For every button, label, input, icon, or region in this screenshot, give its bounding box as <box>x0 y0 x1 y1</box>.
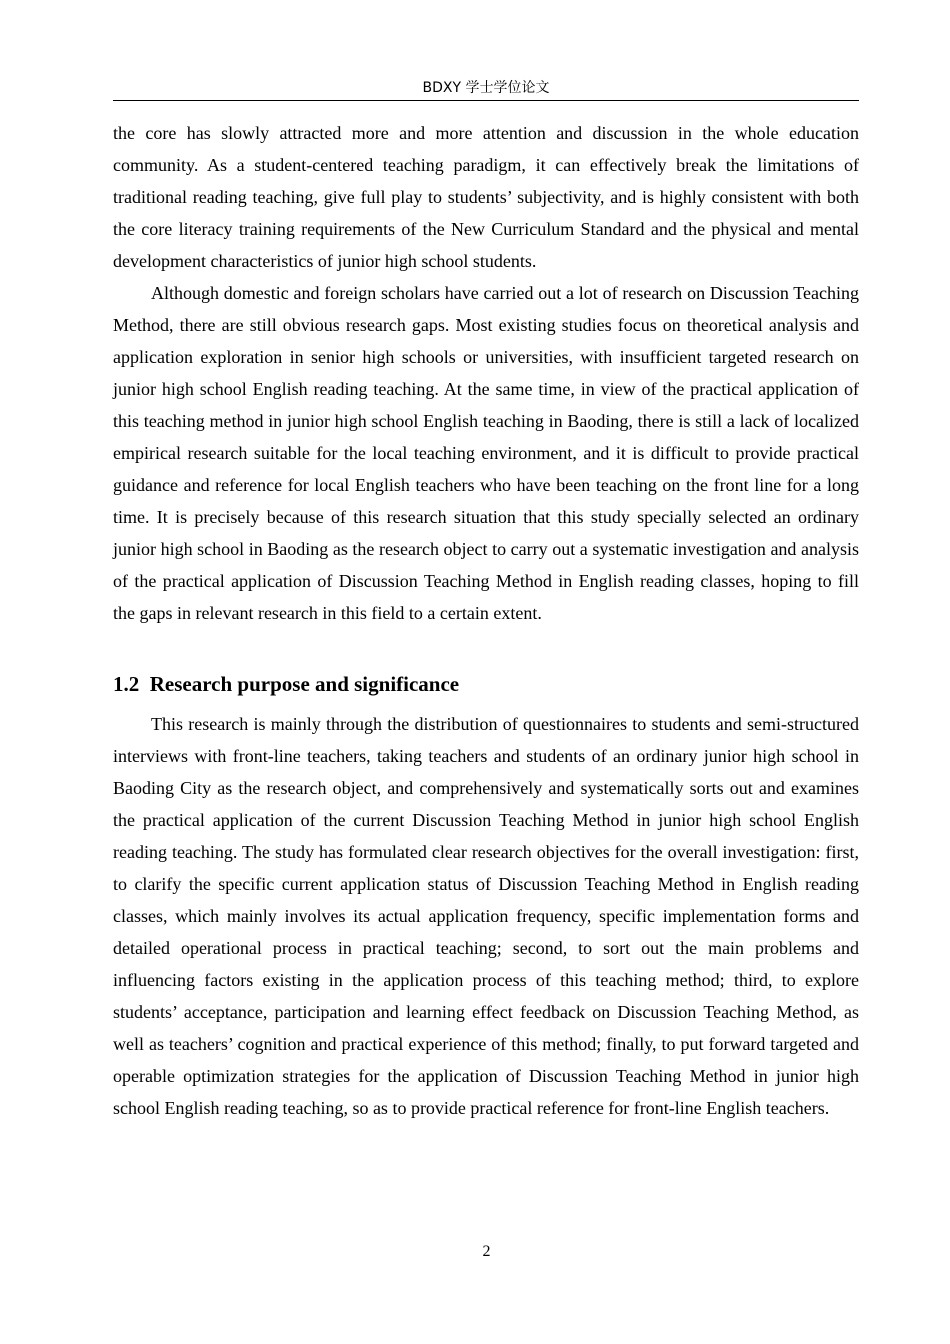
body-paragraph-research-gaps: Although domestic and foreign scholars have carried out a lot of research on Discussion Teaching Method, there are still obvious research gaps. Most existing studies focus on theoretical analysis and application exploration in senior high schools or universities, with insufficient targeted research on junior high school English reading teaching. At the same time, in view of the practical application of this teaching method in junior high school English teaching in Baoding, there is still a lack of localized empirical research suitable for the local teaching environment, and it is difficult to provide practical guidance and reference for local English teachers who have been teaching on the front line for a long time. It is precisely because of this research situation that this study specially selected an ordinary junior high school in Baoding as the research object to carry out a systematic investigation and analysis of the practical application of Discussion Teaching Method in English reading classes, hoping to fill the gaps in relevant research in this field to a certain extent. <box>113 283 859 623</box>
section-paragraph-purpose: This research is mainly through the distribution of questionnaires to students and semi-structured interviews with front-line teachers, taking teachers and students of an ordinary junior high school in Baoding City as the research object, and comprehensively and systematically sorts out and examines the practical application of the current Discussion Teaching Method in junior high school English reading teaching. The study has formulated clear research objectives for the overall investigation: first, to clarify the specific current application status of Discussion Teaching Method in English reading classes, which mainly involves its actual application frequency, specific implementation forms and detailed operational process in practical teaching; second, to sort out the main problems and influencing factors existing in the application process of this teaching method; third, to explore students’ acceptance, participation and learning effect feedback on Discussion Teaching Method, as well as teachers’ cognition and practical experience of this method; finally, to put forward targeted and operable optimization strategies for the application of Discussion Teaching Method in junior high school English reading teaching, so as to provide practical reference for front-line English teachers. <box>113 714 859 1118</box>
section-heading: 1.2 Research purpose and significance <box>113 672 460 696</box>
body-paragraph-continued: the core has slowly attracted more and more attention and discussion in the whole education community. As a student-centered teaching paradigm, it can effectively break the limitations of traditional reading teaching, give full play to students’ subjectivity, and is highly consistent with both the core literacy training requirements of the New Curriculum Standard and the physical and mental development characteristics of junior high school students. <box>113 123 859 271</box>
page-number: 2 <box>482 1243 491 1260</box>
page-body <box>113 117 859 1124</box>
page-header: BDXY 学士学位论文 <box>113 76 859 101</box>
